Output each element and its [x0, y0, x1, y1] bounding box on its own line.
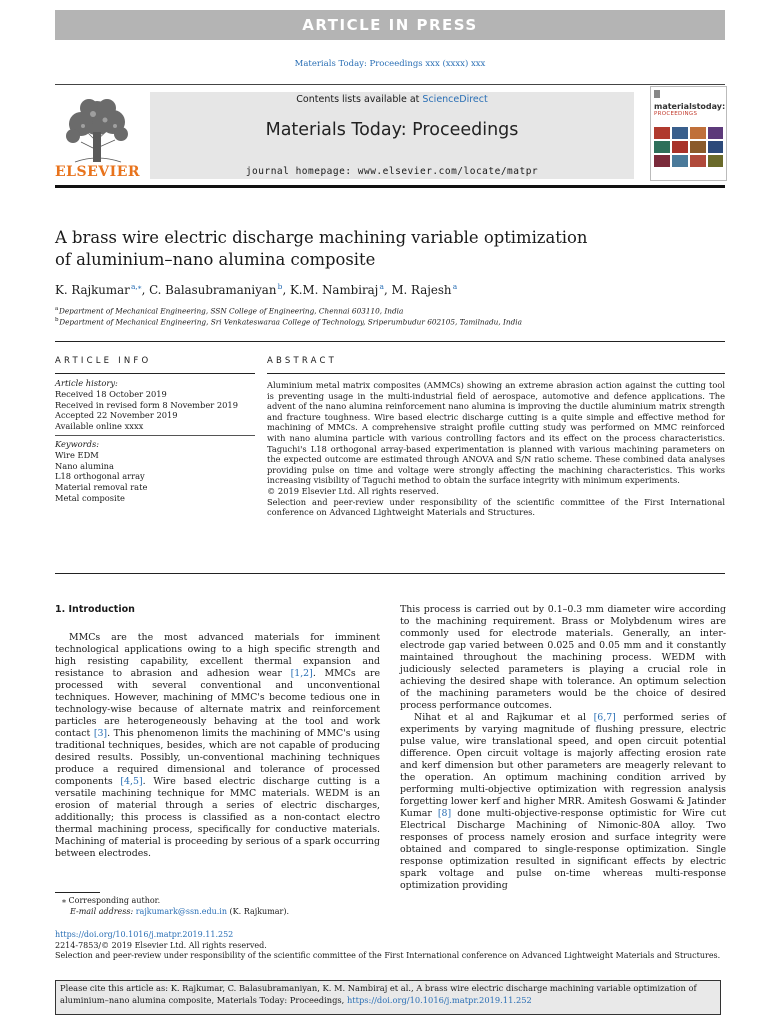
journal-homepage[interactable]: journal homepage: www.elsevier.com/locate/matpr — [245, 166, 539, 177]
author-sep: , — [282, 282, 290, 297]
header-rule-top — [55, 84, 725, 85]
citation-text: Please cite this article as: K. Rajkumar, C. Balasubramaniyan, K. M. Nambiraj et al., A brass wire electric discharge machining variable optimization of aluminium–nano alumina composite, Materials Today: Proceedings, — [60, 983, 697, 1005]
author-name[interactable]: K. Rajkumar — [55, 282, 130, 297]
text-run: . MMCs are processed with several conventional and unconventional techniques. However, machining of MMC's become tedious one in technology-wise because of alternate matrix and reinforcement particles are heterogeneously behaving at the tool and work contact — [55, 668, 380, 739]
doi-link[interactable]: https://doi.org/10.1016/j.matpr.2019.11.252 — [55, 930, 234, 939]
body-column-right — [400, 604, 726, 892]
keywords-label: Keywords: — [55, 438, 100, 449]
divider — [55, 341, 725, 342]
corresponding-author-note: ⁎ Corresponding author. — [62, 896, 161, 905]
sciencedirect-link[interactable]: ScienceDirect — [422, 94, 488, 105]
article-info — [55, 378, 255, 504]
history-accepted: Accepted 22 November 2019 — [55, 410, 178, 421]
journal-cover-thumbnail — [650, 86, 727, 181]
affiliation-text: Department of Mechanical Engineering, Sri Venkateswaraa College of Technology, Sriperumbudur 602105, Tamilnadu, India — [59, 317, 522, 327]
page-footer — [55, 930, 755, 962]
affiliation-b — [55, 317, 522, 326]
article-info-heading: ARTICLE INFO — [55, 356, 152, 366]
history-received: Received 18 October 2019 — [55, 388, 167, 399]
affiliation-sup: a — [55, 306, 59, 312]
text-run: performed series of experiments by varying magnitude of flushing pressure, electric pulse value, wire translational speed, and open circuit potential difference. Open circuit voltage is majorly affecting erosion rate and kerf dimension but other parameters are meagerly relevant to the operation. An optimum machining condition arrived by performing multi-objective optimization with regression analysis forgetting lower kerf and higher MRR. Amitesh Goswami & Jatinder Kumar — [400, 712, 726, 819]
citation-link[interactable]: [8] — [437, 808, 452, 819]
divider — [55, 573, 725, 574]
email-note — [70, 907, 289, 918]
abstract-paragraph: Aluminium metal matrix composites (AMMCs) showing an extreme abrasion action against the cutting tool is preventing usage in the multi-industrial field of aerospace, automotive and defence applications. The advent of the nano alumina reinforcement nano alumina is improving the ductile aluminium matrix strength and fracture toughness. Wire based electric discharge cutting is a quite simple and effective method for machining of MMCs. A comprehensive straight profile cutting study was performed on MMC reinforced with nano alumina particle with various controlling factors and its effect on the process characteristics. Taguchi's L18 orthogonal array-based experimentation is planned with various machining parameters on the expected outcome are estimated through ANOVA and S/N ratio scheme. These combined data analyses providing pulse on time and voltage were strongly affecting the machining characteristics. This works increasing visibility of Taguchi method to obtain the surface integrity with minimum experiments. — [267, 380, 725, 486]
header-rule-bottom — [55, 185, 725, 188]
journal-title: Materials Today: Proceedings — [265, 120, 519, 140]
cover-image-icon — [651, 87, 726, 180]
text-run: MMCs are the most advanced materials for imminent technological applications owing to a high specific strength and high resisting capability, excellent thermal expansion and resistance to abrasion and adhesion wear — [55, 632, 380, 679]
author-name[interactable]: C. Balasubramaniyan — [149, 282, 277, 297]
keyword: Metal composite — [55, 492, 125, 503]
paper-title — [55, 227, 615, 271]
citation-link[interactable]: [1,2] — [290, 668, 313, 679]
text-run: . This phenomenon limits the machining of MMC's using traditional techniques, besides, which are not capable of producing desired results. Possibly, un-conventional machining techniques produce a required dimensional and tolerance of processed components — [55, 728, 380, 787]
contents-line — [150, 94, 634, 105]
author-sep: , — [383, 282, 392, 297]
affiliation-sup: b — [55, 317, 59, 323]
cover-title: materialstoday: — [654, 102, 726, 111]
history-revised: Received in revised form 8 November 2019 — [55, 399, 238, 410]
author-list — [55, 282, 457, 297]
article-in-press-banner: ARTICLE IN PRESS — [55, 10, 725, 40]
section-heading: 1. Introduction — [55, 604, 135, 615]
body-column-left — [55, 632, 380, 860]
contents-prefix: Contents lists available at — [296, 94, 423, 105]
text-run: . Wire based electric discharge cutting is a versatile machining technique for MMC materials. WEDM is an erosion of material through a series of electric discharges, additionally; this process is classified as a non-contact electro thermal machining process, specifically for conductive materials. Machining of material is proceeding by serious of a spark occurring between electrodes. — [55, 776, 380, 859]
email-label: E-mail address: — [70, 907, 136, 916]
affiliation-a — [55, 306, 403, 315]
cover-subtitle: PROCEEDINGS — [654, 111, 698, 117]
keyword: Nano alumina — [55, 460, 114, 471]
abstract-heading: ABSTRACT — [267, 356, 338, 366]
author-sep: , — [141, 282, 150, 297]
affiliation-text: Department of Mechanical Engineering, SSN College of Engineering, Chennai 603110, India — [59, 306, 404, 316]
author-sup[interactable]: a — [379, 282, 384, 291]
keyword: Material removal rate — [55, 482, 148, 493]
text-run: done multi-objective-response optimistic for Wire cut Electrical Discharge Machining of Nimonic-80A alloy. Two responses of process namely erosion and surface integrity were obtained and compared to single-response optimization. Single response optimization resulted in significant effects by electric spark voltage and pulse on-time whereas multi-response optimization providing — [400, 808, 726, 891]
citation-link[interactable]: [6,7] — [593, 712, 616, 723]
email-link[interactable]: rajkumark@ssn.edu.in — [135, 907, 228, 916]
author-sup[interactable]: a,⁎ — [130, 282, 142, 291]
history-label: Article history: — [55, 378, 118, 388]
email-suffix: (K. Rajkumar). — [227, 907, 290, 916]
citation-box — [55, 980, 721, 1015]
citation-doi-link[interactable]: https://doi.org/10.1016/j.matpr.2019.11.252 — [346, 994, 532, 1005]
author-sup[interactable]: b — [277, 282, 283, 291]
elsevier-wordmark: ELSEVIER — [55, 164, 141, 180]
abstract-rule — [267, 373, 725, 374]
citation-link[interactable]: [3] — [93, 728, 108, 739]
keyword: Wire EDM — [55, 449, 99, 460]
intro-paragraph-3 — [400, 712, 726, 892]
title-line-1: A brass wire electric discharge machining variable optimization — [55, 228, 588, 247]
article-info-rule — [55, 373, 255, 374]
history-online: Available online xxxx — [55, 421, 144, 432]
author-name[interactable]: K.M. Nambiraj — [289, 282, 379, 297]
title-line-2: of aluminium–nano alumina composite — [55, 250, 376, 269]
intro-paragraph-2: This process is carried out by 0.1–0.3 mm diameter wire according to the machining requirement. Brass or Molybdenum wires are commonly used for electrode materials. Generally, an inter-electrode gap varied between 0.025 and 0.05 mm and it constantly maintained throughout the machining process. WEDM with judiciously selected parameters is playing a crucial role in achieving the desired shape with tolerance. An optimum selection of the machining parameters would be the choice of desired process performance outcomes. — [400, 604, 726, 711]
footer-peer-review: Selection and peer-review under responsibility of the scientific committee of the First International conference on Advanced Lightweight Materials and Structures. — [55, 951, 721, 960]
citation-link[interactable]: [4,5] — [120, 776, 143, 787]
author-sup[interactable]: a — [452, 282, 458, 291]
abstract-body — [267, 380, 725, 518]
abstract-copyright: © 2019 Elsevier Ltd. All rights reserved. — [267, 485, 439, 496]
abstract-peer-review: Selection and peer-review under responsibility of the scientific committee of the First International conference on Advanced Lightweight Materials and Structures. — [267, 496, 725, 518]
issn-line: 2214-7853/© 2019 Elsevier Ltd. All rights reserved. — [55, 940, 267, 950]
info-divider — [55, 435, 255, 436]
text-run: Nihat et al and Rajkumar et al — [414, 712, 594, 723]
keyword: L18 orthogonal array — [55, 471, 145, 482]
footnote-rule — [55, 892, 100, 893]
author-name[interactable]: M. Rajesh — [391, 282, 452, 297]
journal-reference-link[interactable]: Materials Today: Proceedings xxx (xxxx) xxx — [294, 59, 486, 69]
intro-paragraph-1 — [55, 632, 380, 860]
